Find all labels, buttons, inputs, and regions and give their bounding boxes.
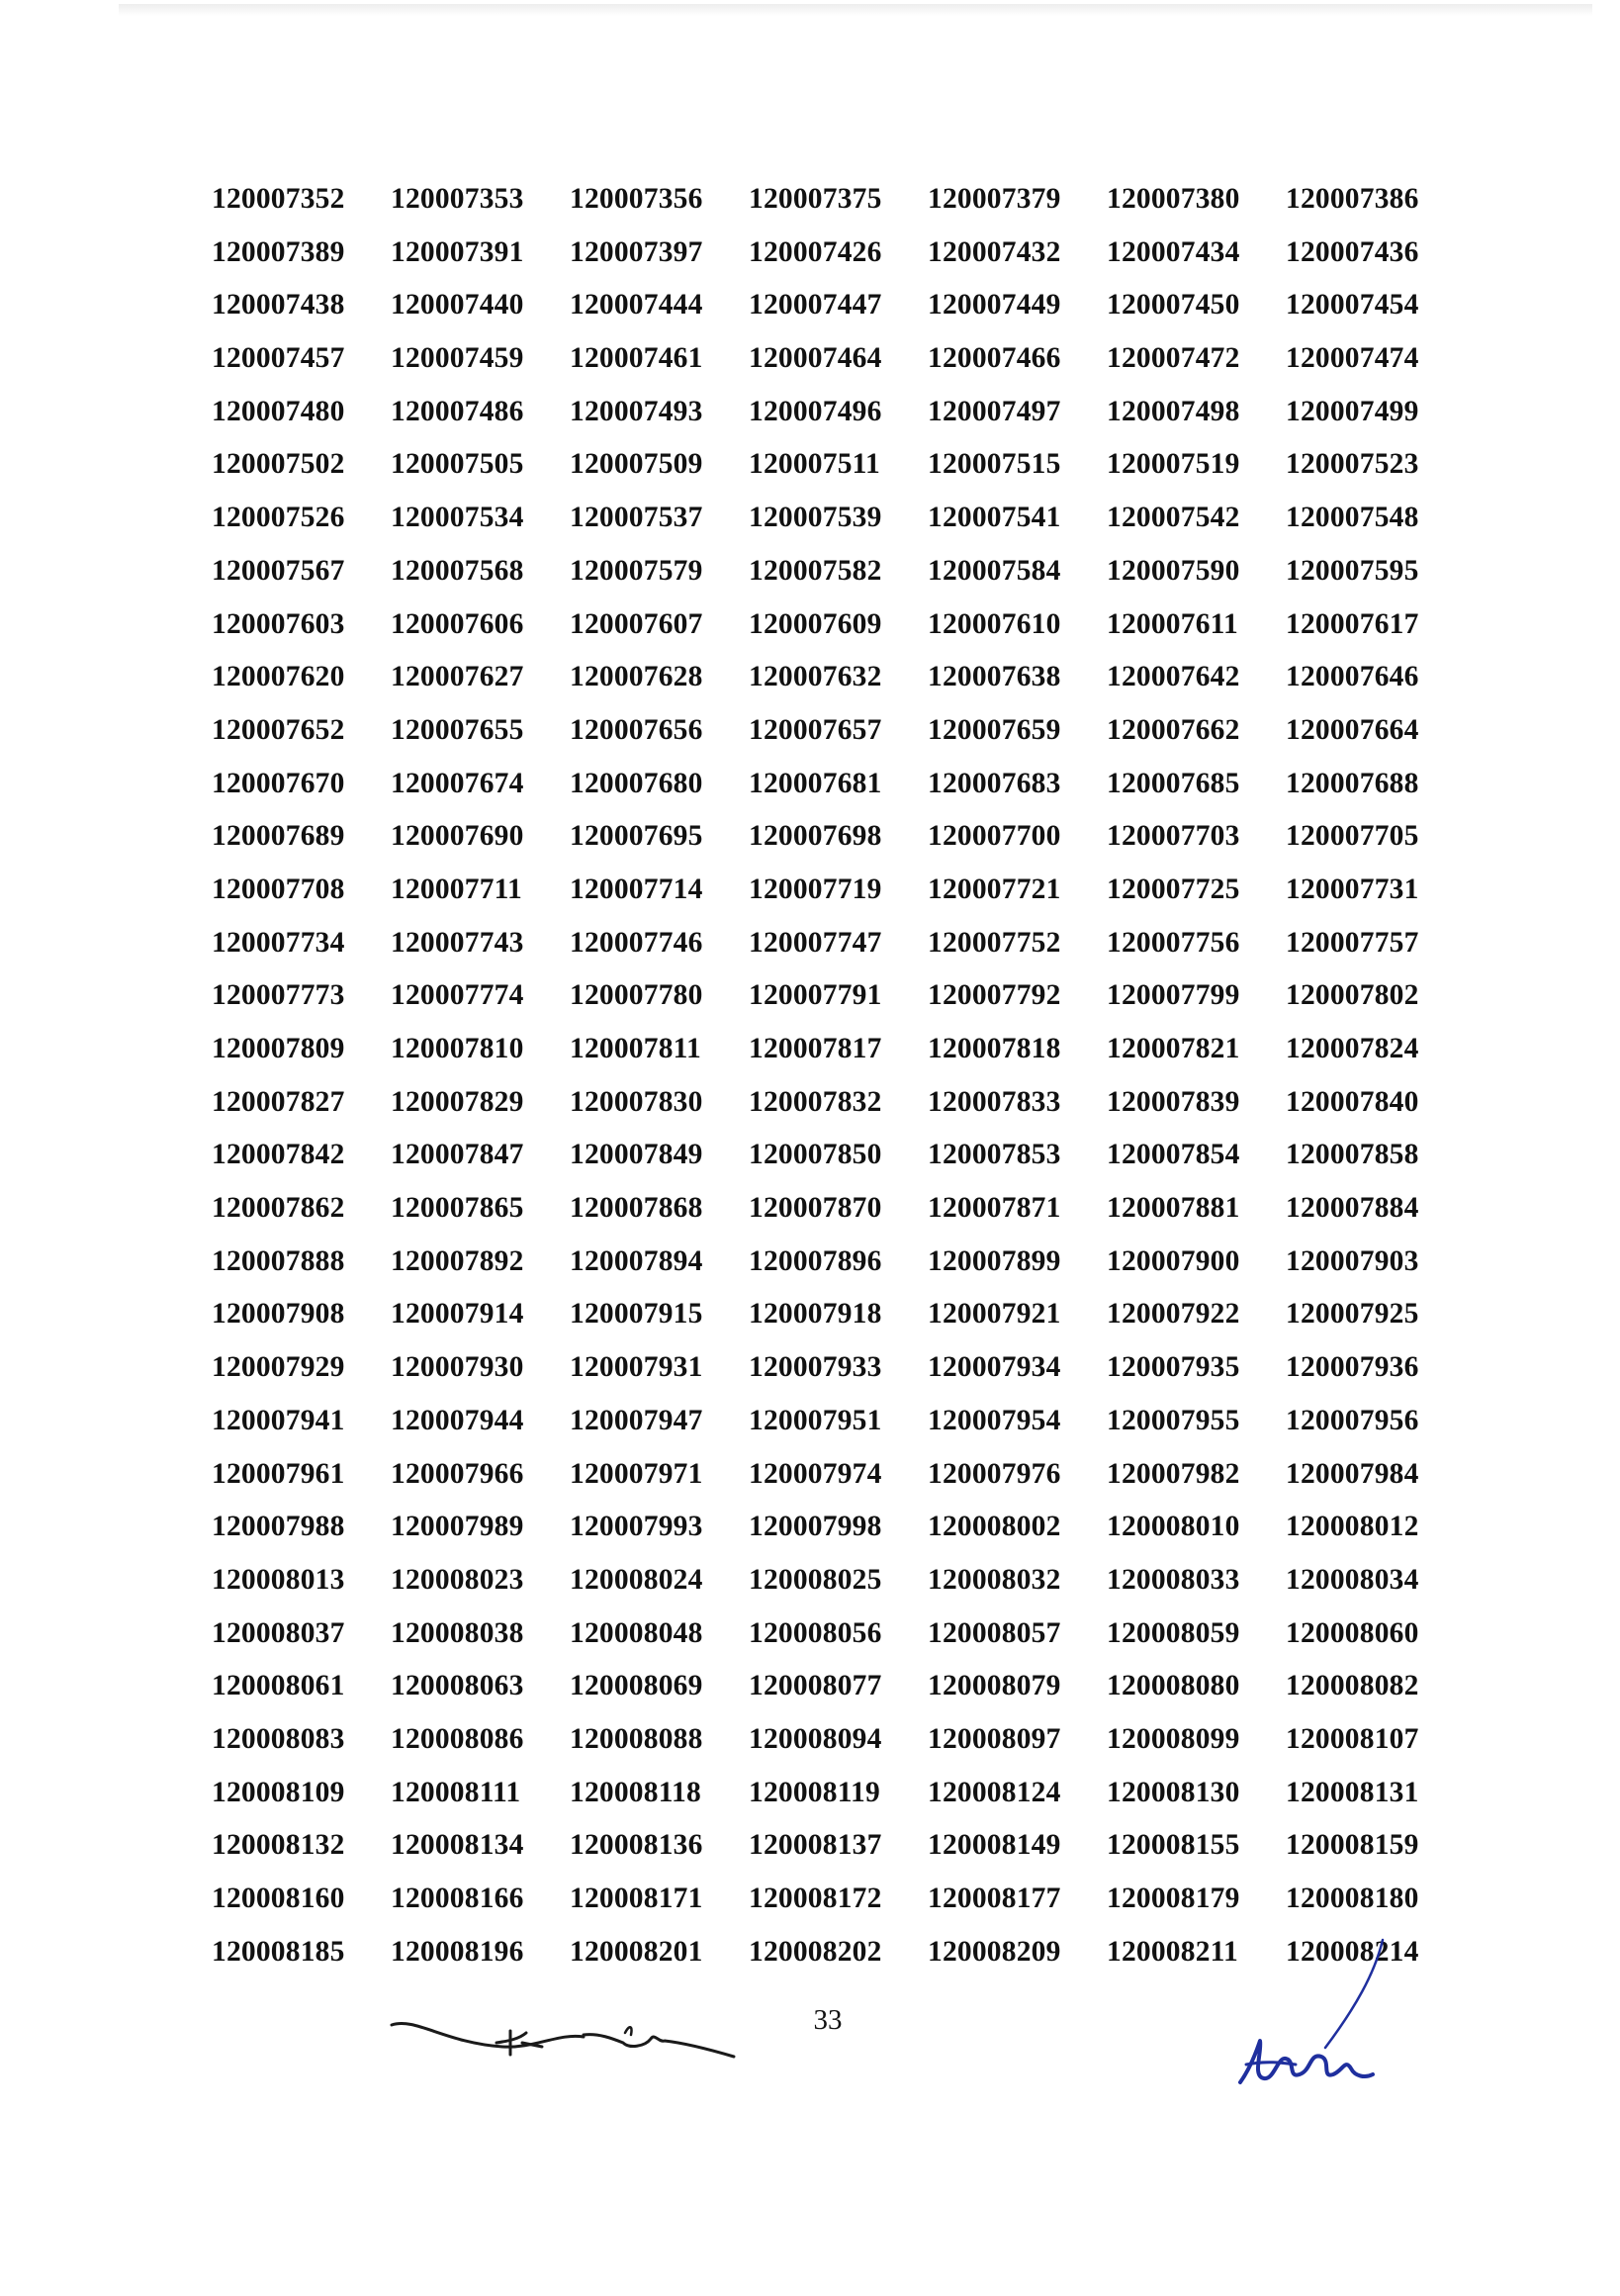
roll-number-cell: 120007674 (391, 767, 524, 799)
roll-number-cell: 120007903 (1286, 1244, 1419, 1277)
roll-number-cell: 120008214 (1286, 1935, 1419, 1968)
roll-number-cell: 120007966 (391, 1457, 524, 1490)
roll-number-cell: 120007603 (212, 607, 345, 640)
roll-number-cell: 120007681 (749, 767, 882, 799)
roll-number-cell: 120007606 (391, 607, 524, 640)
roll-number-cell: 120007426 (749, 235, 882, 268)
roll-number-cell: 120007695 (570, 820, 703, 853)
roll-number-cell: 120007799 (1107, 979, 1240, 1012)
roll-number-cell: 120007853 (928, 1139, 1061, 1171)
roll-number-cell: 120007642 (1107, 661, 1240, 693)
roll-number-cell: 120007756 (1107, 926, 1240, 959)
roll-number-cell: 120008038 (391, 1616, 524, 1649)
signature-left (386, 2013, 742, 2072)
roll-number-cell: 120007515 (928, 448, 1061, 481)
roll-number-cell: 120007743 (391, 926, 524, 959)
roll-number-cell: 120007896 (749, 1244, 882, 1277)
roll-number-cell: 120007840 (1286, 1085, 1419, 1118)
roll-number-cell: 120007842 (212, 1139, 345, 1171)
roll-number-cell: 120007925 (1286, 1298, 1419, 1331)
roll-number-cell: 120008201 (570, 1935, 703, 1968)
roll-number-cell: 120007930 (391, 1351, 524, 1384)
roll-number-cell: 120007590 (1107, 554, 1240, 587)
roll-number-cell: 120007541 (928, 502, 1061, 534)
roll-number-cell: 120007434 (1107, 235, 1240, 268)
roll-number-cell: 120007511 (749, 448, 880, 481)
roll-number-cell: 120007472 (1107, 342, 1240, 375)
scan-top-edge (119, 4, 1592, 16)
roll-number-cell: 120007988 (212, 1511, 345, 1543)
roll-number-cell: 120008063 (391, 1670, 524, 1702)
roll-number-cell: 120007685 (1107, 767, 1240, 799)
roll-number-cell: 120007862 (212, 1192, 345, 1225)
roll-number-cell: 120008124 (928, 1776, 1061, 1808)
roll-number-cell: 120008118 (570, 1776, 701, 1808)
roll-number-cell: 120008202 (749, 1935, 882, 1968)
roll-number-cell: 120007356 (570, 183, 703, 215)
roll-number-cell: 120007375 (749, 183, 882, 215)
roll-number-cell: 120007379 (928, 183, 1061, 215)
roll-number-cell: 120007935 (1107, 1351, 1240, 1384)
roll-number-cell: 120007914 (391, 1298, 524, 1331)
roll-number-cell: 120007449 (928, 289, 1061, 321)
roll-number-cell: 120007858 (1286, 1139, 1419, 1171)
roll-number-cell: 120007821 (1107, 1033, 1240, 1064)
roll-number-cell: 120007933 (749, 1351, 882, 1384)
roll-number-cell: 120007486 (391, 395, 524, 427)
roll-number-cell: 120007982 (1107, 1457, 1240, 1490)
roll-number-cell: 120007542 (1107, 502, 1240, 534)
roll-number-cell: 120008119 (749, 1776, 880, 1808)
roll-number-cell: 120007638 (928, 661, 1061, 693)
roll-number-cell: 120008069 (570, 1670, 703, 1702)
roll-number-cell: 120007617 (1286, 607, 1419, 640)
roll-number-cell: 120007655 (391, 713, 524, 746)
roll-number-cell: 120008086 (391, 1722, 524, 1755)
roll-number-cell: 120007955 (1107, 1404, 1240, 1436)
roll-number-cell: 120007871 (928, 1192, 1061, 1225)
roll-number-cell: 120008061 (212, 1670, 345, 1702)
roll-number-cell: 120007474 (1286, 342, 1419, 375)
roll-number-cell: 120007689 (212, 820, 345, 853)
roll-number-cell: 120007908 (212, 1298, 345, 1331)
roll-number-cell: 120007652 (212, 713, 345, 746)
roll-number-cell: 120007611 (1107, 607, 1238, 640)
roll-number-cell: 120007941 (212, 1404, 345, 1436)
roll-number-cell: 120007499 (1286, 395, 1419, 427)
roll-number-cell: 120008130 (1107, 1776, 1240, 1808)
roll-number-cell: 120007934 (928, 1351, 1061, 1384)
roll-number-cell: 120007447 (749, 289, 882, 321)
roll-number-cell: 120007567 (212, 554, 345, 587)
roll-number-cell: 120007918 (749, 1298, 882, 1331)
roll-number-cell: 120007497 (928, 395, 1061, 427)
roll-number-cell: 120007539 (749, 502, 882, 534)
roll-number-cell: 120007792 (928, 979, 1061, 1012)
roll-number-cell: 120007461 (570, 342, 703, 375)
roll-number-cell: 120007711 (391, 872, 522, 905)
roll-number-cell: 120007502 (212, 448, 345, 481)
roll-number-cell: 120008149 (928, 1829, 1061, 1862)
roll-number-cell: 120008056 (749, 1616, 882, 1649)
roll-number-cell: 120008080 (1107, 1670, 1240, 1702)
roll-number-cell: 120008134 (391, 1829, 524, 1862)
roll-number-cell: 120008179 (1107, 1883, 1240, 1914)
roll-number-cell: 120007809 (212, 1033, 345, 1064)
roll-number-cell: 120007519 (1107, 448, 1240, 481)
roll-number-cell: 120008166 (391, 1883, 524, 1914)
roll-number-cell: 120008010 (1107, 1511, 1240, 1543)
roll-number-cell: 120007480 (212, 395, 345, 427)
roll-number-cell: 120008077 (749, 1670, 882, 1702)
roll-number-cell: 120008211 (1107, 1935, 1238, 1968)
roll-number-cell: 120007397 (570, 235, 703, 268)
roll-number-cell: 120008111 (391, 1776, 521, 1808)
roll-number-cell: 120007900 (1107, 1244, 1240, 1277)
roll-number-cell: 120007956 (1286, 1404, 1419, 1436)
roll-number-cell: 120007656 (570, 713, 703, 746)
roll-number-cell: 120008172 (749, 1883, 882, 1914)
roll-number-cell: 120007888 (212, 1244, 345, 1277)
roll-number-cell: 120007971 (570, 1457, 703, 1490)
roll-number-cell: 120007824 (1286, 1033, 1419, 1064)
roll-number-cell: 120007595 (1286, 554, 1419, 587)
roll-number-cell: 120008032 (928, 1563, 1061, 1596)
roll-number-cell: 120008002 (928, 1511, 1061, 1543)
roll-number-cell: 120007584 (928, 554, 1061, 587)
roll-number-cell: 120008097 (928, 1722, 1061, 1755)
roll-number-cell: 120007670 (212, 767, 345, 799)
roll-number-cell: 120007526 (212, 502, 345, 534)
roll-number-cell: 120007389 (212, 235, 345, 268)
roll-number-cell: 120007747 (749, 926, 882, 959)
roll-number-cell: 120007450 (1107, 289, 1240, 321)
roll-number-cell: 120007459 (391, 342, 524, 375)
roll-number-cell: 120007830 (570, 1085, 703, 1118)
roll-number-cell: 120007659 (928, 713, 1061, 746)
roll-number-cell: 120007607 (570, 607, 703, 640)
roll-number-cell: 120008083 (212, 1722, 345, 1755)
roll-number-cell: 120007380 (1107, 183, 1240, 215)
roll-number-cell: 120007774 (391, 979, 524, 1012)
roll-number-cell: 120007582 (749, 554, 882, 587)
roll-number-cell: 120008023 (391, 1563, 524, 1596)
roll-number-cell: 120008082 (1286, 1670, 1419, 1702)
roll-number-cell: 120007628 (570, 661, 703, 693)
roll-number-cell: 120007493 (570, 395, 703, 427)
roll-number-cell: 120007708 (212, 872, 345, 905)
roll-number-cell: 120007802 (1286, 979, 1419, 1012)
roll-number-cell: 120007976 (928, 1457, 1061, 1490)
roll-number-cell: 120007832 (749, 1085, 882, 1118)
roll-number-cell: 120007432 (928, 235, 1061, 268)
roll-number-cell: 120007523 (1286, 448, 1419, 481)
roll-number-cell: 120007509 (570, 448, 703, 481)
roll-number-cell: 120007353 (391, 183, 524, 215)
roll-number-cell: 120007850 (749, 1139, 882, 1171)
roll-number-cell: 120008037 (212, 1616, 345, 1649)
roll-number-cell: 120008155 (1107, 1829, 1240, 1862)
roll-number-cell: 120007868 (570, 1192, 703, 1225)
roll-number-cell: 120008013 (212, 1563, 345, 1596)
roll-number-cell: 120007714 (570, 872, 703, 905)
roll-number-cell: 120007690 (391, 820, 524, 853)
roll-number-cell: 120007947 (570, 1404, 703, 1436)
roll-number-cell: 120007829 (391, 1085, 524, 1118)
roll-number-cell: 120007961 (212, 1457, 345, 1490)
roll-number-cell: 120007537 (570, 502, 703, 534)
roll-number-cell: 120008209 (928, 1935, 1061, 1968)
roll-number-cell: 120007849 (570, 1139, 703, 1171)
roll-number-cell: 120007922 (1107, 1298, 1240, 1331)
roll-number-cell: 120007989 (391, 1511, 524, 1543)
roll-number-cell: 120007892 (391, 1244, 524, 1277)
roll-number-cell: 120007662 (1107, 713, 1240, 746)
signature-right (1226, 1934, 1395, 2102)
roll-number-cell: 120007705 (1286, 820, 1419, 853)
roll-number-cell: 120008060 (1286, 1616, 1419, 1649)
roll-number-cell: 120008107 (1286, 1722, 1419, 1755)
roll-number-cell: 120007498 (1107, 395, 1240, 427)
roll-number-cell: 120007632 (749, 661, 882, 693)
roll-number-cell: 120007466 (928, 342, 1061, 375)
roll-number-cell: 120007646 (1286, 661, 1419, 693)
roll-number-cell: 120007791 (749, 979, 882, 1012)
roll-number-cell: 120008177 (928, 1883, 1061, 1914)
roll-number-cell: 120007839 (1107, 1085, 1240, 1118)
roll-number-cell: 120007688 (1286, 767, 1419, 799)
roll-number-cell: 120007921 (928, 1298, 1061, 1331)
roll-number-cell: 120007817 (749, 1033, 882, 1064)
roll-number-cell: 120007854 (1107, 1139, 1240, 1171)
roll-number-cell: 120007827 (212, 1085, 345, 1118)
roll-number-cell: 120008079 (928, 1670, 1061, 1702)
roll-number-cell: 120008034 (1286, 1563, 1419, 1596)
roll-number-cell: 120008171 (570, 1883, 703, 1914)
page-number: 33 (813, 2004, 843, 2036)
roll-number-cell: 120008185 (212, 1935, 345, 1968)
roll-number-cell: 120007833 (928, 1085, 1061, 1118)
roll-number-grid (212, 181, 1438, 1986)
roll-number-cell: 120007719 (749, 872, 882, 905)
roll-number-cell: 120007993 (570, 1511, 703, 1543)
roll-number-cell: 120008160 (212, 1883, 345, 1914)
roll-number-cell: 120007610 (928, 607, 1061, 640)
roll-number-cell: 120007974 (749, 1457, 882, 1490)
roll-number-cell: 120007620 (212, 661, 345, 693)
roll-number-cell: 120007703 (1107, 820, 1240, 853)
roll-number-cell: 120007496 (749, 395, 882, 427)
roll-number-cell: 120008088 (570, 1722, 703, 1755)
roll-number-cell: 120007870 (749, 1192, 882, 1225)
roll-number-cell: 120008094 (749, 1722, 882, 1755)
roll-number-cell: 120007954 (928, 1404, 1061, 1436)
roll-number-cell: 120007984 (1286, 1457, 1419, 1490)
roll-number-cell: 120007505 (391, 448, 524, 481)
roll-number-cell: 120007773 (212, 979, 345, 1012)
roll-number-cell: 120007894 (570, 1244, 703, 1277)
roll-number-cell: 120007931 (570, 1351, 703, 1384)
roll-number-cell: 120007680 (570, 767, 703, 799)
roll-number-cell: 120007847 (391, 1139, 524, 1171)
roll-number-cell: 120008159 (1286, 1829, 1419, 1862)
roll-number-cell: 120007700 (928, 820, 1061, 853)
roll-number-cell: 120007454 (1286, 289, 1419, 321)
roll-number-cell: 120007457 (212, 342, 345, 375)
roll-number-cell: 120007881 (1107, 1192, 1240, 1225)
roll-number-cell: 120007386 (1286, 183, 1419, 215)
roll-number-cell: 120007721 (928, 872, 1061, 905)
roll-number-cell: 120007579 (570, 554, 703, 587)
roll-number-cell: 120007810 (391, 1033, 524, 1064)
roll-number-cell: 120007609 (749, 607, 882, 640)
roll-number-cell: 120008057 (928, 1616, 1061, 1649)
roll-number-cell: 120007664 (1286, 713, 1419, 746)
roll-number-cell: 120007548 (1286, 502, 1419, 534)
roll-number-cell: 120008048 (570, 1616, 703, 1649)
roll-number-cell: 120008131 (1286, 1776, 1419, 1808)
roll-number-cell: 120007884 (1286, 1192, 1419, 1225)
roll-number-cell: 120007757 (1286, 926, 1419, 959)
roll-number-cell: 120008059 (1107, 1616, 1240, 1649)
roll-number-cell: 120007936 (1286, 1351, 1419, 1384)
roll-number-cell: 120007438 (212, 289, 345, 321)
roll-number-cell: 120007725 (1107, 872, 1240, 905)
roll-number-cell: 120007391 (391, 235, 524, 268)
roll-number-cell: 120007464 (749, 342, 882, 375)
roll-number-cell: 120007568 (391, 554, 524, 587)
roll-number-cell: 120008109 (212, 1776, 345, 1808)
roll-number-cell: 120007746 (570, 926, 703, 959)
roll-number-cell: 120008024 (570, 1563, 703, 1596)
roll-number-cell: 120008012 (1286, 1511, 1419, 1543)
roll-number-cell: 120008196 (391, 1935, 524, 1968)
roll-number-cell: 120008136 (570, 1829, 703, 1862)
roll-number-cell: 120007944 (391, 1404, 524, 1436)
roll-number-cell: 120008180 (1286, 1883, 1419, 1914)
roll-number-cell: 120007698 (749, 820, 882, 853)
roll-number-cell: 120007780 (570, 979, 703, 1012)
roll-number-cell: 120007683 (928, 767, 1061, 799)
roll-number-cell: 120007440 (391, 289, 524, 321)
roll-number-cell: 120007899 (928, 1244, 1061, 1277)
roll-number-cell: 120007752 (928, 926, 1061, 959)
roll-number-cell: 120007534 (391, 502, 524, 534)
roll-number-cell: 120007915 (570, 1298, 703, 1331)
roll-number-cell: 120007865 (391, 1192, 524, 1225)
roll-number-cell: 120007929 (212, 1351, 345, 1384)
roll-number-cell: 120007657 (749, 713, 882, 746)
roll-number-cell: 120008132 (212, 1829, 345, 1862)
roll-number-cell: 120007627 (391, 661, 524, 693)
roll-number-cell: 120008099 (1107, 1722, 1240, 1755)
roll-number-cell: 120007818 (928, 1033, 1061, 1064)
roll-number-cell: 120007436 (1286, 235, 1419, 268)
roll-number-cell: 120007731 (1286, 872, 1419, 905)
roll-number-cell: 120007811 (570, 1033, 701, 1064)
roll-number-cell: 120007444 (570, 289, 703, 321)
roll-number-cell: 120007352 (212, 183, 345, 215)
roll-number-cell: 120008033 (1107, 1563, 1240, 1596)
roll-number-cell: 120007734 (212, 926, 345, 959)
roll-number-cell: 120008025 (749, 1563, 882, 1596)
roll-number-cell: 120008137 (749, 1829, 882, 1862)
roll-number-cell: 120007951 (749, 1404, 882, 1436)
roll-number-cell: 120007998 (749, 1511, 882, 1543)
